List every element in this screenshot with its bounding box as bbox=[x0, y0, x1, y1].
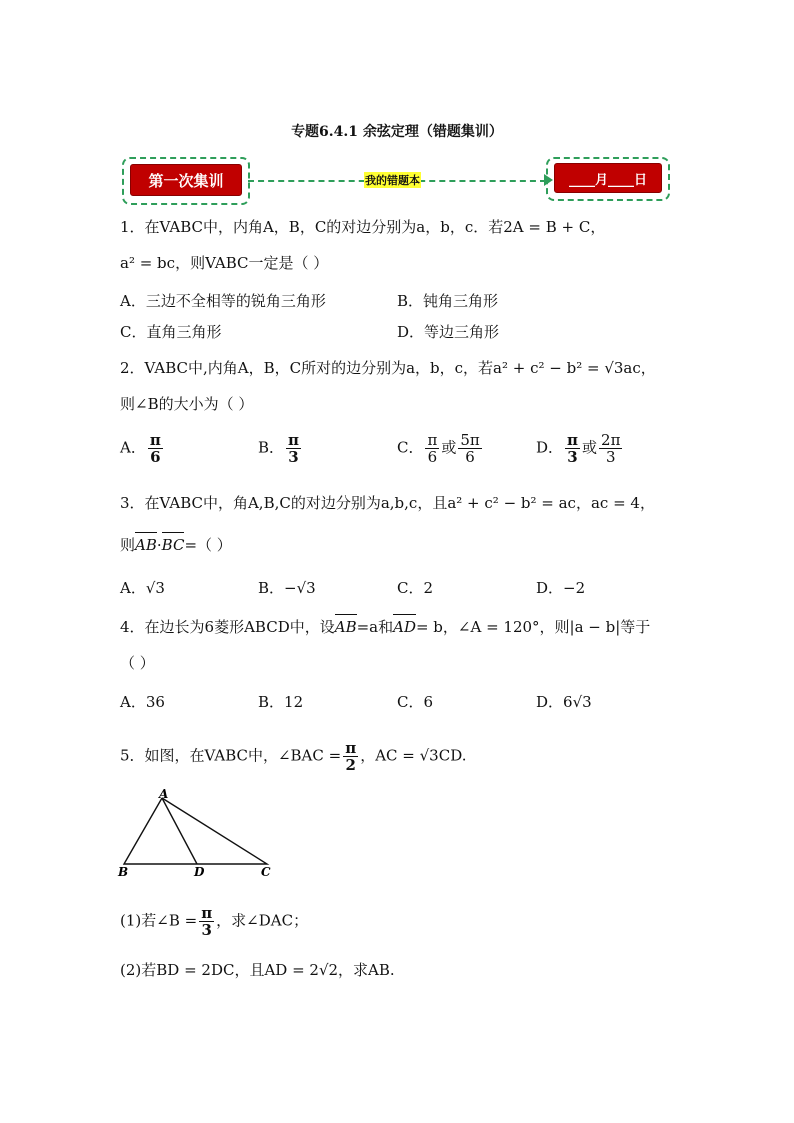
frac-denominator: 3 bbox=[605, 448, 616, 466]
text: ，AC = √3CD. bbox=[360, 746, 467, 765]
frac-numerator: 2π bbox=[601, 431, 621, 449]
option-label: A． bbox=[120, 438, 146, 457]
q4-line2: （ ） bbox=[120, 654, 155, 672]
text: (1)若∠B = bbox=[120, 911, 198, 930]
frac-numerator: π bbox=[201, 904, 213, 922]
frac-numerator: π bbox=[345, 739, 357, 757]
q3-line1: 3．在VABC中，角A,B,C的对边分别为a,b,c，且a² + c² − b² = ac，ac = 4， bbox=[120, 494, 655, 512]
q3-option-a[interactable]: A．√3 bbox=[120, 579, 165, 597]
q2-option-d[interactable] bbox=[536, 432, 624, 465]
vector-ad: AD bbox=[393, 618, 416, 636]
q5-part2: (2)若BD = 2DC，且AD = 2√2，求AB. bbox=[120, 961, 395, 979]
vector-ab: AB bbox=[135, 536, 157, 554]
q4-option-c[interactable]: C．6 bbox=[397, 693, 434, 711]
q4-option-a[interactable]: A．36 bbox=[120, 693, 165, 711]
frac-numerator: 5π bbox=[460, 431, 480, 449]
text: 4．在边长为6菱形ABCD中，设 bbox=[120, 618, 335, 636]
q1-line1: 1．在VABC中，内角A，B，C的对边分别为a，b，c．若2A = B + C， bbox=[120, 218, 606, 236]
q1-line2: a² = bc，则VABC一定是（ ） bbox=[120, 254, 329, 272]
triangle-abc bbox=[124, 798, 267, 864]
vector-bc: BC bbox=[161, 536, 185, 554]
q2-line2: 则∠B的大小为（ ） bbox=[120, 395, 254, 413]
q1-option-d[interactable]: D．等边三角形 bbox=[397, 323, 500, 341]
dot-operator: · bbox=[156, 536, 162, 554]
q1-option-a[interactable]: A．三边不全相等的锐角三角形 bbox=[120, 292, 326, 310]
frac-numerator: π bbox=[288, 431, 300, 449]
text: =（ ） bbox=[184, 536, 232, 554]
q5-part1 bbox=[120, 905, 308, 938]
q4-line1 bbox=[120, 617, 650, 637]
q4-option-b[interactable]: B．12 bbox=[258, 693, 304, 711]
q2-option-c[interactable] bbox=[397, 432, 484, 465]
segment-ad bbox=[162, 798, 197, 864]
frac-denominator: 6 bbox=[150, 448, 161, 466]
label-c: C bbox=[261, 865, 271, 879]
text: ，求∠DAC； bbox=[216, 911, 309, 930]
q4-option-d[interactable]: D．6√3 bbox=[536, 693, 592, 711]
q5-line1 bbox=[120, 740, 466, 773]
label-a: A bbox=[159, 788, 169, 801]
vector-ab: AB bbox=[334, 618, 357, 636]
q1-option-b[interactable]: B．钝角三角形 bbox=[397, 292, 499, 310]
frac-numerator: π bbox=[567, 431, 579, 449]
first-training-button[interactable]: 第一次集训 bbox=[130, 164, 242, 196]
or-text: 或 bbox=[441, 438, 457, 457]
option-label: B． bbox=[258, 438, 285, 457]
frac-numerator: π bbox=[149, 431, 161, 449]
text: = b，∠A = 120°，则|a − b|等于 bbox=[415, 618, 651, 636]
triangle-figure bbox=[112, 788, 282, 880]
q2-line1: 2．VABC中,内角A，B，C所对的边分别为a，b，c，若a² + c² − b² = √3ac， bbox=[120, 359, 656, 377]
q3-line2 bbox=[120, 535, 232, 555]
frac-denominator: 3 bbox=[201, 921, 212, 939]
frac-denominator: 6 bbox=[465, 448, 475, 466]
q3-option-d[interactable]: D．−2 bbox=[536, 579, 586, 597]
frac-denominator: 3 bbox=[567, 448, 578, 466]
q3-option-b[interactable]: B．−√3 bbox=[258, 579, 316, 597]
label-d: D bbox=[194, 865, 205, 879]
q2-option-a[interactable] bbox=[120, 432, 165, 465]
frac-numerator: π bbox=[427, 431, 438, 449]
text: 5．如图，在VABC中，∠BAC = bbox=[120, 746, 342, 765]
text: 则 bbox=[120, 536, 136, 554]
date-field[interactable]: ____月____日 bbox=[554, 163, 662, 193]
text: =a和 bbox=[356, 618, 394, 636]
frac-denominator: 3 bbox=[288, 448, 299, 466]
mistake-notebook-label: 我的错题本 bbox=[365, 174, 420, 187]
option-label: D． bbox=[536, 438, 564, 457]
frac-denominator: 2 bbox=[345, 756, 356, 774]
or-text: 或 bbox=[582, 438, 598, 457]
q1-option-c[interactable]: C．直角三角形 bbox=[120, 323, 222, 341]
option-label: C． bbox=[397, 438, 424, 457]
frac-denominator: 6 bbox=[427, 448, 438, 466]
page-title: 专题6.4.1 余弦定理（错题集训） bbox=[291, 124, 503, 140]
label-b: B bbox=[118, 865, 129, 879]
q3-option-c[interactable]: C．2 bbox=[397, 579, 434, 597]
q2-option-b[interactable] bbox=[258, 432, 303, 465]
